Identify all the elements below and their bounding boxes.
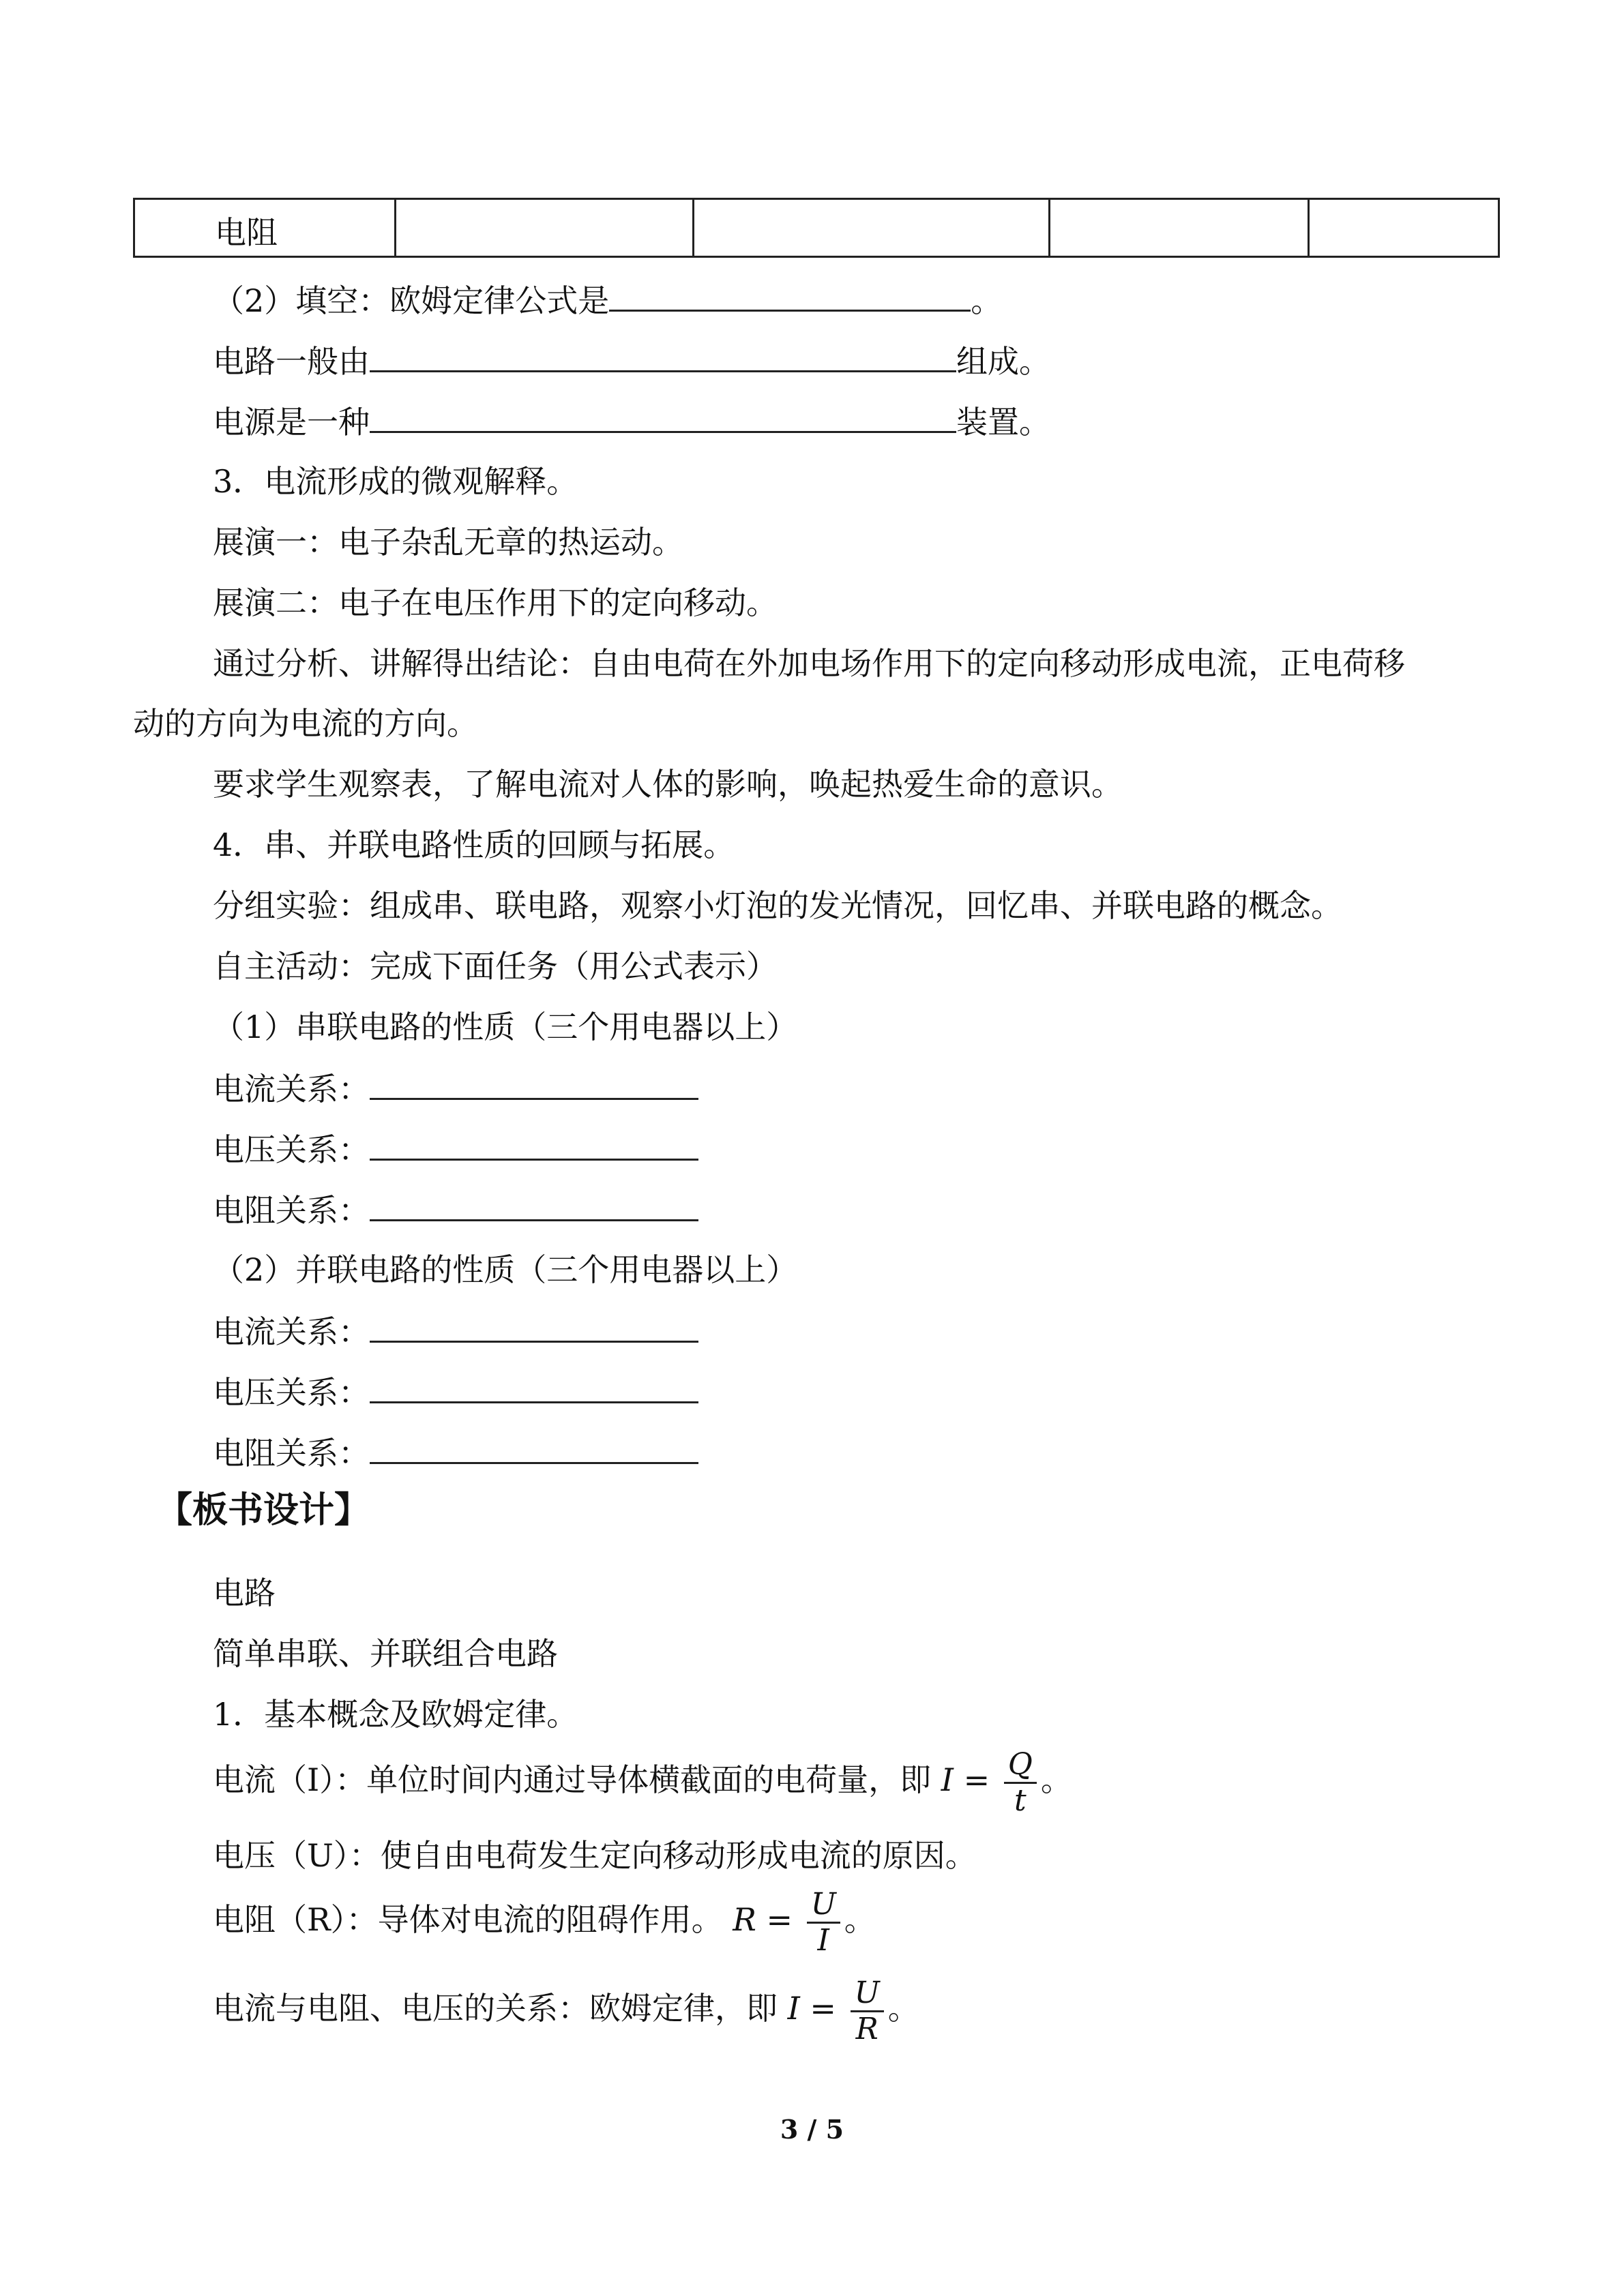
voltage-definition: 电压（U）：使自由电荷发生定向移动形成电流的原因。 — [213, 1837, 977, 1874]
fill-source-text: 电源是一种 — [213, 404, 370, 441]
conclusion-line-1: 通过分析、讲解得出结论：自由电荷在外加电场作用下的定向移动形成电流，正电荷移 — [213, 645, 1405, 682]
blank-source[interactable] — [370, 400, 956, 433]
section3-title: 3．电流形成的微观解释。 — [213, 463, 578, 500]
board-subtitle: 简单串联、并联组合电路 — [213, 1635, 558, 1672]
table-cell — [1310, 200, 1498, 256]
fill-ohm-text: （2）填空：欧姆定律公式是 — [213, 282, 610, 319]
series-voltage-label: 电压关系： — [213, 1131, 370, 1168]
series-current-label: 电流关系： — [213, 1071, 370, 1107]
table-row-label: 电阻 — [215, 214, 278, 251]
experiment-text: 分组实验：组成串、联电路，观察小灯泡的发光情况，回忆串、并联电路的概念。 — [213, 887, 1342, 924]
current-definition — [213, 1746, 1072, 1818]
resistance-formula-equals: = — [756, 1901, 803, 1938]
series-current-line — [213, 1067, 698, 1110]
ohm-law-definition — [213, 1974, 919, 2046]
blank-series-resistance[interactable] — [370, 1188, 698, 1221]
current-period: 。 — [1040, 1761, 1072, 1798]
data-table-fragment — [133, 198, 1500, 258]
activity-text: 自主活动：完成下面任务（用公式表示） — [213, 948, 778, 985]
parallel-voltage-line — [213, 1370, 698, 1414]
current-formula-fraction — [1004, 1748, 1037, 1818]
fill-circuit-end: 组成。 — [956, 343, 1050, 380]
fraction-denominator: I — [817, 1922, 829, 1958]
board-item-1: 1．基本概念及欧姆定律。 — [213, 1696, 578, 1733]
parallel-voltage-label: 电压关系： — [213, 1374, 370, 1411]
ohm-formula-fraction — [851, 1976, 884, 2046]
blank-parallel-current[interactable] — [370, 1309, 698, 1343]
demo-1: 展演一：电子杂乱无章的热运动。 — [213, 524, 683, 561]
fill-source-line — [213, 400, 1050, 443]
resistance-definition — [213, 1885, 876, 1958]
ohm-period: 。 — [887, 1990, 919, 2027]
parallel-current-line — [213, 1309, 698, 1353]
section4-title: 4．串、并联电路性质的回顾与拓展。 — [213, 826, 735, 863]
blank-ohm[interactable] — [609, 278, 971, 312]
parallel-current-label: 电流关系： — [213, 1313, 370, 1350]
current-def-text: 电流（I）：单位时间内通过导体横截面的电荷量，即 — [213, 1761, 932, 1798]
blank-series-voltage[interactable] — [370, 1127, 698, 1161]
parallel-resistance-label: 电阻关系： — [213, 1435, 370, 1472]
fraction-numerator: Q — [1007, 1746, 1033, 1782]
conclusion-line-2: 动的方向为电流的方向。 — [133, 705, 478, 742]
fill-ohm-line — [213, 278, 1002, 322]
series-resistance-label: 电阻关系： — [213, 1192, 370, 1229]
demo-2: 展演二：电子在电压作用下的定向移动。 — [213, 584, 778, 621]
blank-series-current[interactable] — [370, 1067, 698, 1100]
fill-source-end: 装置。 — [956, 404, 1050, 441]
blank-parallel-resistance[interactable] — [370, 1431, 698, 1464]
resistance-formula-fraction — [807, 1888, 840, 1958]
fraction-denominator: R — [855, 2011, 879, 2046]
table-cell — [1050, 200, 1310, 256]
table-cell — [694, 200, 1050, 256]
fill-circuit-text: 电路一般由 — [213, 343, 370, 380]
parallel-title: （2）并联电路的性质（三个用电器以上） — [213, 1251, 798, 1288]
current-formula-equals: = — [953, 1761, 1000, 1798]
page-number: 3 / 5 — [780, 2114, 844, 2145]
series-title: （1）串联电路的性质（三个用电器以上） — [213, 1009, 798, 1045]
ohm-formula-var: I — [787, 1990, 800, 2027]
fraction-numerator: U — [854, 1975, 880, 2010]
board-design-heading: 【板书设计】 — [157, 1490, 370, 1531]
current-formula-var: I — [941, 1761, 954, 1798]
observe-text: 要求学生观察表，了解电流对人体的影响，唤起热爱生命的意识。 — [213, 766, 1123, 803]
series-voltage-line — [213, 1127, 698, 1171]
table-cell-label — [135, 200, 396, 256]
table-cell — [396, 200, 694, 256]
parallel-resistance-line — [213, 1431, 698, 1474]
board-title: 电路 — [213, 1575, 276, 1611]
fraction-denominator: t — [1014, 1783, 1027, 1818]
resistance-def-text: 电阻（R）：导体对电流的阻碍作用。 — [213, 1901, 723, 1938]
ohm-formula-equals: = — [799, 1990, 846, 2027]
blank-circuit[interactable] — [370, 339, 956, 372]
fill-ohm-end: 。 — [971, 282, 1003, 319]
fraction-numerator: U — [810, 1886, 836, 1922]
ohm-def-text: 电流与电阻、电压的关系：欧姆定律，即 — [213, 1990, 778, 2027]
fill-circuit-line — [213, 339, 1050, 383]
series-resistance-line — [213, 1188, 698, 1232]
resistance-formula-var: R — [733, 1901, 756, 1938]
blank-parallel-voltage[interactable] — [370, 1370, 698, 1403]
resistance-period: 。 — [844, 1901, 876, 1938]
